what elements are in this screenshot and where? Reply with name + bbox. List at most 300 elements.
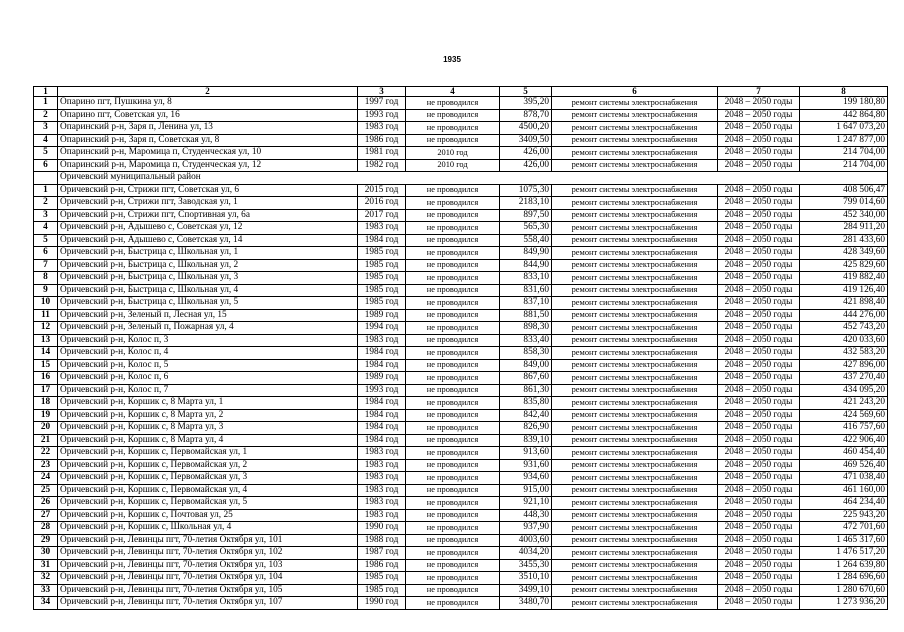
area-cell: 4034,20 [500,547,552,560]
address-cell: Оричевский р-н, Быстрица с, Школьная ул, 1 [58,247,358,260]
period-cell: 2048 – 2050 годы [718,472,800,485]
table-header-row [34,87,888,97]
period-cell: 2048 – 2050 годы [718,334,800,347]
table-row [34,297,888,310]
table-row [34,372,888,385]
row-number: 33 [34,584,58,597]
year-built-cell: 1985 год [358,247,406,260]
last-repair-cell: не проводился [406,322,500,335]
column-header: 1 [34,87,58,97]
period-cell: 2048 – 2050 годы [718,597,800,610]
row-number: 32 [34,572,58,585]
cost-cell: 461 160,00 [800,484,888,497]
period-cell: 2048 – 2050 годы [718,359,800,372]
area-cell: 2183,10 [500,197,552,210]
area-cell: 1075,30 [500,184,552,197]
row-number: 2 [34,109,58,122]
period-cell: 2048 – 2050 годы [718,347,800,360]
cost-cell: 1 280 670,60 [800,584,888,597]
table-row [34,109,888,122]
row-number: 19 [34,409,58,422]
cost-cell: 437 270,40 [800,372,888,385]
period-cell: 2048 – 2050 годы [718,309,800,322]
work-type-cell: ремонт системы электроснабжения [552,272,718,285]
area-cell: 858,30 [500,347,552,360]
area-cell: 844,90 [500,259,552,272]
period-cell: 2048 – 2050 годы [718,284,800,297]
column-header: 6 [552,87,718,97]
table-row [34,147,888,160]
last-repair-cell: не проводился [406,509,500,522]
work-type-cell: ремонт системы электроснабжения [552,559,718,572]
period-cell: 2048 – 2050 годы [718,109,800,122]
address-cell: Оричевский р-н, Колос п, 6 [58,372,358,385]
address-cell: Опарино пгт, Пушкина ул, 8 [58,97,358,110]
year-built-cell: 2017 год [358,209,406,222]
table-row [34,184,888,197]
last-repair-cell: не проводился [406,572,500,585]
last-repair-cell: не проводился [406,184,500,197]
address-cell: Оричевский р-н, Колос п, 4 [58,347,358,360]
address-cell: Оричевский р-н, Коршик с, Первомайская ул, 5 [58,497,358,510]
table-row [34,284,888,297]
last-repair-cell: не проводился [406,459,500,472]
cost-cell: 424 569,60 [800,409,888,422]
area-cell: 4003,60 [500,534,552,547]
table-row [34,347,888,360]
year-built-cell: 1986 год [358,134,406,147]
area-cell: 3409,50 [500,134,552,147]
area-cell: 861,30 [500,384,552,397]
table-body-orichi [34,184,888,609]
address-cell: Опаринский р-н, Маромица п, Студенческая ул, 10 [58,147,358,160]
table-row [34,522,888,535]
cost-cell: 452 340,00 [800,209,888,222]
period-cell: 2048 – 2050 годы [718,422,800,435]
year-built-cell: 1993 год [358,109,406,122]
year-built-cell: 1983 год [358,509,406,522]
year-built-cell: 1983 год [358,484,406,497]
year-built-cell: 1985 год [358,284,406,297]
row-number: 20 [34,422,58,435]
last-repair-cell: не проводился [406,209,500,222]
area-cell: 395,20 [500,97,552,110]
cost-cell: 464 234,40 [800,497,888,510]
row-number: 2 [34,197,58,210]
work-type-cell: ремонт системы электроснабжения [552,247,718,260]
cost-cell: 1 264 639,80 [800,559,888,572]
last-repair-cell: не проводился [406,409,500,422]
row-number: 5 [34,147,58,160]
work-type-cell: ремонт системы электроснабжения [552,134,718,147]
cost-cell: 1 273 936,20 [800,597,888,610]
last-repair-cell: не проводился [406,434,500,447]
cost-cell: 432 583,20 [800,347,888,360]
work-type-cell: ремонт системы электроснабжения [552,534,718,547]
work-type-cell: ремонт системы электроснабжения [552,409,718,422]
cost-cell: 1 465 317,60 [800,534,888,547]
address-cell: Оричевский р-н, Стрижи пгт, Заводская ул, 1 [58,197,358,210]
last-repair-cell: не проводился [406,234,500,247]
period-cell: 2048 – 2050 годы [718,234,800,247]
work-type-cell: ремонт системы электроснабжения [552,572,718,585]
last-repair-cell: не проводился [406,347,500,360]
last-repair-cell: не проводился [406,297,500,310]
address-cell: Оричевский р-н, Коршик с, 8 Марта ул, 4 [58,434,358,447]
period-cell: 2048 – 2050 годы [718,122,800,135]
address-cell: Оричевский р-н, Зеленый п, Пожарная ул, 4 [58,322,358,335]
row-number: 4 [34,134,58,147]
period-cell: 2048 – 2050 годы [718,322,800,335]
year-built-cell: 1984 год [358,409,406,422]
year-built-cell: 1989 год [358,309,406,322]
work-type-cell: ремонт системы электроснабжения [552,422,718,435]
period-cell: 2048 – 2050 годы [718,222,800,235]
row-number: 28 [34,522,58,535]
last-repair-cell: не проводился [406,272,500,285]
row-number: 22 [34,447,58,460]
period-cell: 2048 – 2050 годы [718,522,800,535]
period-cell: 2048 – 2050 годы [718,97,800,110]
row-number: 8 [34,272,58,285]
year-built-cell: 1985 год [358,272,406,285]
table-row [34,534,888,547]
column-header: 7 [718,87,800,97]
last-repair-cell: не проводился [406,284,500,297]
table-row [34,459,888,472]
area-cell: 937,90 [500,522,552,535]
work-type-cell: ремонт системы электроснабжения [552,259,718,272]
cost-cell: 434 095,20 [800,384,888,397]
period-cell: 2048 – 2050 годы [718,434,800,447]
address-cell: Оричевский р-н, Быстрица с, Школьная ул, 3 [58,272,358,285]
cost-cell: 472 701,60 [800,522,888,535]
row-number: 3 [34,122,58,135]
period-cell: 2048 – 2050 годы [718,209,800,222]
work-type-cell: ремонт системы электроснабжения [552,447,718,460]
address-cell: Оричевский р-н, Коршик с, Первомайская ул, 4 [58,484,358,497]
table-row [34,247,888,260]
period-cell: 2048 – 2050 годы [718,572,800,585]
address-cell: Оричевский р-н, Колос п, 3 [58,334,358,347]
area-cell: 448,30 [500,509,552,522]
address-cell: Оричевский р-н, Левинцы пгт, 70-летия Октября ул, 102 [58,547,358,560]
last-repair-cell: не проводился [406,422,500,435]
area-cell: 839,10 [500,434,552,447]
work-type-cell: ремонт системы электроснабжения [552,347,718,360]
table-row [34,409,888,422]
section-title: Оричевский муниципальный район [58,172,888,185]
address-cell: Оричевский р-н, Стрижи пгт, Советская ул, 6 [58,184,358,197]
year-built-cell: 1985 год [358,572,406,585]
row-number: 6 [34,159,58,172]
table-row [34,322,888,335]
period-cell: 2048 – 2050 годы [718,497,800,510]
last-repair-cell: не проводился [406,359,500,372]
table-row [34,384,888,397]
year-built-cell: 1985 год [358,259,406,272]
work-type-cell: ремонт системы электроснабжения [552,509,718,522]
year-built-cell: 1983 год [358,222,406,235]
year-built-cell: 2016 год [358,197,406,210]
work-type-cell: ремонт системы электроснабжения [552,197,718,210]
area-cell: 913,60 [500,447,552,460]
period-cell: 2048 – 2050 годы [718,197,800,210]
cost-cell: 1 284 696,60 [800,572,888,585]
year-built-cell: 1984 год [358,234,406,247]
year-built-cell: 1989 год [358,372,406,385]
last-repair-cell: не проводился [406,309,500,322]
last-repair-cell: не проводился [406,484,500,497]
address-cell: Оричевский р-н, Быстрица с, Школьная ул, 5 [58,297,358,310]
table-row [34,209,888,222]
work-type-cell: ремонт системы электроснабжения [552,284,718,297]
area-cell: 831,60 [500,284,552,297]
area-cell: 833,40 [500,334,552,347]
address-cell: Оричевский р-н, Левинцы пгт, 70-летия Октября ул, 107 [58,597,358,610]
cost-cell: 214 704,00 [800,159,888,172]
address-cell: Опаринский р-н, Заря п, Ленина ул, 13 [58,122,358,135]
cost-cell: 421 243,20 [800,397,888,410]
address-cell: Оричевский р-н, Левинцы пгт, 70-летия Октября ул, 104 [58,572,358,585]
address-cell: Оричевский р-н, Коршик с, 8 Марта ул, 3 [58,422,358,435]
cost-cell: 281 433,60 [800,234,888,247]
table-row [34,484,888,497]
table-row [34,559,888,572]
area-cell: 426,00 [500,159,552,172]
year-built-cell: 1990 год [358,522,406,535]
area-cell: 931,60 [500,459,552,472]
area-cell: 3510,10 [500,572,552,585]
row-number: 3 [34,209,58,222]
row-number: 10 [34,297,58,310]
last-repair-cell: не проводился [406,534,500,547]
area-cell: 934,60 [500,472,552,485]
row-number: 7 [34,259,58,272]
row-number: 23 [34,459,58,472]
table-row [34,272,888,285]
row-number: 31 [34,559,58,572]
row-number: 9 [34,284,58,297]
row-number: 11 [34,309,58,322]
table-row [34,397,888,410]
year-built-cell: 1986 год [358,559,406,572]
cost-cell: 469 526,40 [800,459,888,472]
table-row [34,509,888,522]
work-type-cell: ремонт системы электроснабжения [552,522,718,535]
row-number: 27 [34,509,58,522]
address-cell: Оричевский р-н, Адышево с, Советская ул, 12 [58,222,358,235]
section-header-row [34,172,888,185]
period-cell: 2048 – 2050 годы [718,547,800,560]
table-row [34,234,888,247]
year-built-cell: 1987 год [358,547,406,560]
area-cell: 3499,10 [500,584,552,597]
table-row [34,447,888,460]
year-built-cell: 1983 год [358,122,406,135]
table-row [34,572,888,585]
year-built-cell: 1983 год [358,497,406,510]
section-empty-cell [34,172,58,185]
column-header: 2 [58,87,358,97]
period-cell: 2048 – 2050 годы [718,534,800,547]
table-row [34,197,888,210]
address-cell: Оричевский р-н, Быстрица с, Школьная ул, 2 [58,259,358,272]
period-cell: 2048 – 2050 годы [718,259,800,272]
cost-cell: 799 014,60 [800,197,888,210]
area-cell: 4500,20 [500,122,552,135]
address-cell: Оричевский р-н, Коршик с, Почтовая ул, 25 [58,509,358,522]
row-number: 26 [34,497,58,510]
period-cell: 2048 – 2050 годы [718,247,800,260]
year-built-cell: 1984 год [358,434,406,447]
address-cell: Оричевский р-н, Зеленый п, Лесная ул, 15 [58,309,358,322]
address-cell: Оричевский р-н, Коршик с, 8 Марта ул, 1 [58,397,358,410]
year-built-cell: 1984 год [358,422,406,435]
column-header: 8 [800,87,888,97]
last-repair-cell: не проводился [406,472,500,485]
area-cell: 833,10 [500,272,552,285]
work-type-cell: ремонт системы электроснабжения [552,472,718,485]
cost-cell: 419 882,40 [800,272,888,285]
period-cell: 2048 – 2050 годы [718,272,800,285]
last-repair-cell: не проводился [406,384,500,397]
area-cell: 921,10 [500,497,552,510]
table-row [34,159,888,172]
last-repair-cell: не проводился [406,334,500,347]
year-built-cell: 1981 год [358,147,406,160]
year-built-cell: 1983 год [358,472,406,485]
period-cell: 2048 – 2050 годы [718,134,800,147]
last-repair-cell: не проводился [406,97,500,110]
row-number: 24 [34,472,58,485]
work-type-cell: ремонт системы электроснабжения [552,322,718,335]
period-cell: 2048 – 2050 годы [718,147,800,160]
table-row [34,584,888,597]
table-row [34,497,888,510]
year-built-cell: 1993 год [358,384,406,397]
cost-cell: 444 276,00 [800,309,888,322]
work-type-cell: ремонт системы электроснабжения [552,97,718,110]
table-row [34,97,888,110]
area-cell: 565,30 [500,222,552,235]
column-header: 4 [406,87,500,97]
work-type-cell: ремонт системы электроснабжения [552,334,718,347]
address-cell: Оричевский р-н, Левинцы пгт, 70-летия Октября ул, 101 [58,534,358,547]
table-row [34,422,888,435]
year-built-cell: 1984 год [358,347,406,360]
last-repair-cell: 2010 год [406,147,500,160]
last-repair-cell: не проводился [406,447,500,460]
table-row [34,472,888,485]
last-repair-cell: не проводился [406,197,500,210]
period-cell: 2048 – 2050 годы [718,372,800,385]
year-built-cell: 1994 год [358,322,406,335]
row-number: 34 [34,597,58,610]
cost-cell: 1 476 517,20 [800,547,888,560]
row-number: 18 [34,397,58,410]
section-row-group [34,172,888,185]
area-cell: 842,40 [500,409,552,422]
address-cell: Оричевский р-н, Левинцы пгт, 70-летия Октября ул, 103 [58,559,358,572]
cost-cell: 1 247 877,00 [800,134,888,147]
work-type-cell: ремонт системы электроснабжения [552,384,718,397]
work-type-cell: ремонт системы электроснабжения [552,297,718,310]
cost-cell: 419 126,40 [800,284,888,297]
cost-cell: 442 864,80 [800,109,888,122]
area-cell: 3455,30 [500,559,552,572]
period-cell: 2048 – 2050 годы [718,459,800,472]
row-number: 21 [34,434,58,447]
column-header: 3 [358,87,406,97]
last-repair-cell: не проводился [406,597,500,610]
last-repair-cell: не проводился [406,372,500,385]
work-type-cell: ремонт системы электроснабжения [552,209,718,222]
address-cell: Опарино пгт, Советская ул, 16 [58,109,358,122]
row-number: 6 [34,247,58,260]
area-cell: 878,70 [500,109,552,122]
year-built-cell: 2015 год [358,184,406,197]
area-cell: 835,80 [500,397,552,410]
table-row [34,309,888,322]
row-number: 4 [34,222,58,235]
area-cell: 849,90 [500,247,552,260]
work-type-cell: ремонт системы электроснабжения [552,372,718,385]
year-built-cell: 1983 год [358,447,406,460]
table-row [34,134,888,147]
area-cell: 558,40 [500,234,552,247]
cost-cell: 420 033,60 [800,334,888,347]
table-row [34,547,888,560]
period-cell: 2048 – 2050 годы [718,184,800,197]
area-cell: 3480,70 [500,597,552,610]
table-row [34,434,888,447]
area-cell: 837,10 [500,297,552,310]
table-row [34,359,888,372]
cost-cell: 425 829,60 [800,259,888,272]
address-cell: Оричевский р-н, Колос п, 5 [58,359,358,372]
last-repair-cell: не проводился [406,584,500,597]
year-built-cell: 1983 год [358,459,406,472]
work-type-cell: ремонт системы электроснабжения [552,184,718,197]
period-cell: 2048 – 2050 годы [718,584,800,597]
address-cell: Оричевский р-н, Коршик с, Первомайская ул, 3 [58,472,358,485]
row-number: 25 [34,484,58,497]
address-cell: Оричевский р-н, Коршик с, Школьная ул, 4 [58,522,358,535]
table-body-oparino [34,97,888,172]
table-row [34,122,888,135]
last-repair-cell: не проводился [406,222,500,235]
page-number: 1935 [443,55,461,64]
table-row [34,222,888,235]
table-row [34,259,888,272]
table-row [34,597,888,610]
work-type-cell: ремонт системы электроснабжения [552,597,718,610]
work-type-cell: ремонт системы электроснабжения [552,109,718,122]
year-built-cell: 1997 год [358,97,406,110]
cost-cell: 1 647 073,20 [800,122,888,135]
work-type-cell: ремонт системы электроснабжения [552,484,718,497]
work-type-cell: ремонт системы электроснабжения [552,222,718,235]
area-cell: 426,00 [500,147,552,160]
cost-cell: 199 180,80 [800,97,888,110]
period-cell: 2048 – 2050 годы [718,509,800,522]
cost-cell: 427 896,00 [800,359,888,372]
period-cell: 2048 – 2050 годы [718,559,800,572]
work-type-cell: ремонт системы электроснабжения [552,497,718,510]
area-cell: 849,00 [500,359,552,372]
address-cell: Оричевский р-н, Коршик с, Первомайская ул, 2 [58,459,358,472]
